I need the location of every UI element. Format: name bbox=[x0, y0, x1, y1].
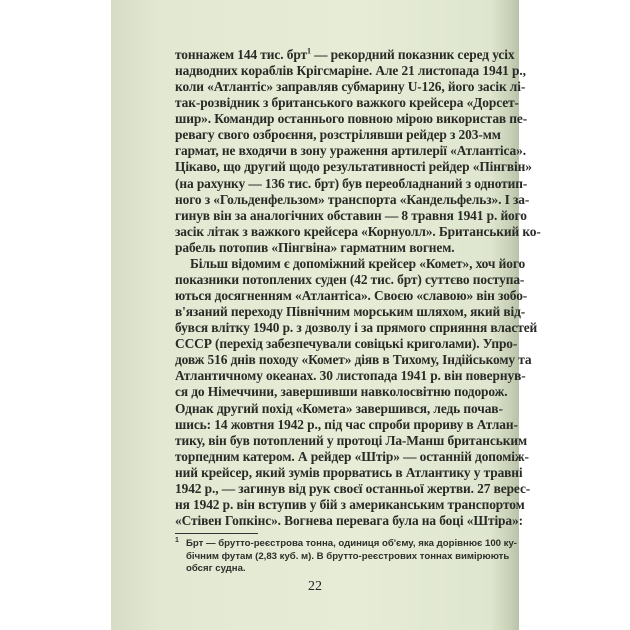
body-line: ся до Німеччини, завершивши навколосвітню подорож. bbox=[175, 384, 508, 400]
body-line: (на рахунку — 136 тис. брт) був переобладнаний з однотип- bbox=[175, 175, 528, 191]
footnote-line: Брт — брутто-реєстрова тонна, одиниця об'єму, яка дорівнює 100 ку- bbox=[186, 538, 517, 549]
body-line: рабель потопив «Пінгвіна» гарматним вогнем. bbox=[175, 239, 455, 255]
body-line-text: — рекордний показник серед усіх bbox=[310, 47, 515, 62]
footnote-mark: 1 bbox=[175, 537, 179, 544]
body-line: шись: 14 жовтня 1942 р., під час спроби прориву в Атлан- bbox=[175, 416, 518, 432]
body-line: СССР (перехід забезпечували совіцькі криголами). Упро- bbox=[175, 336, 518, 352]
body-line: 1942 р., — загинув від рук своєї останньої жертви. 27 верес- bbox=[175, 480, 531, 496]
body-line: ються досягненням «Атлантіса». Своєю «славою» він зобо- bbox=[175, 288, 528, 304]
footnote-divider bbox=[175, 533, 258, 534]
body-line: гармат, не входячи в зону ураження артилерії «Атлантіса». bbox=[175, 143, 526, 159]
body-line: в'язаний переходу Північним морським шляхом, який від- bbox=[175, 304, 526, 320]
body-line: ного з «Гольденфельзом» транспорта «Кандельфельз». І за- bbox=[175, 191, 530, 207]
body-line: торпедним катером. А рейдер «Штір» — останній допоміж- bbox=[175, 448, 529, 464]
footnote-line: обсяг судна. bbox=[186, 563, 246, 575]
body-line: гинув він за аналогічних обставин — 8 травня 1941 р. його bbox=[175, 207, 527, 223]
book-page bbox=[111, 0, 541, 630]
body-line: Цікаво, що другий щодо результативності рейдер «Пінгвін» bbox=[175, 159, 532, 175]
body-line: ний крейсер, який зумів прорватись в Атлантику у травні bbox=[175, 464, 523, 480]
body-line: бувся влітку 1940 р. з дозволу і за прямого сприяння властей bbox=[175, 320, 538, 336]
body-line: довж 516 днів походу «Комет» діяв в Тихому, Індійському та bbox=[175, 352, 532, 368]
body-line-text: тоннажем 144 тис. брт bbox=[175, 47, 307, 62]
body-line: ня 1942 р. він вступив у бій з американським транспортом bbox=[175, 496, 525, 512]
body-line: так-розвідник з британського важкого крейсера «Дорсет- bbox=[175, 95, 519, 111]
body-line: Більш відомим є допоміжний крейсер «Комет», хоч його bbox=[190, 255, 526, 271]
body-line: «Стівен Гопкінс». Вогнева перевага була на боці «Штіра»: bbox=[175, 513, 523, 529]
body-line: Однак другий похід «Комета» завершився, ледь почав- bbox=[175, 400, 503, 416]
footnote-ref: 1 bbox=[306, 46, 311, 56]
body-line bbox=[175, 46, 515, 63]
body-line: засік літак з важкого крейсера «Корнуолл». Британський ко- bbox=[175, 223, 541, 239]
body-line: коли «Атлантіс» заправляв субмарину U-126, його засік лі- bbox=[175, 79, 526, 95]
body-line: показники потоплених суден (42 тис. брт) суттєво поступа- bbox=[175, 271, 525, 287]
page-number: 22 bbox=[308, 579, 322, 594]
body-line: ревагу свого озброєння, розстрілявши рейдер з 203-мм bbox=[175, 127, 501, 143]
footnote-line: бічним футам (2,83 куб. м). В брутто-реєстрових тоннах вимірюють bbox=[186, 550, 510, 562]
body-line: Атлантичному океанах. 30 листопада 1941 р. він повернув- bbox=[175, 368, 526, 384]
body-line: тику, він був потоплений у протоці Ла-Манш британським bbox=[175, 432, 527, 448]
body-line: надводних кораблів Крігсмаріне. Але 21 листопада 1941 р., bbox=[175, 63, 526, 79]
body-line: шир». Командир останнього повною мірою використав пе- bbox=[175, 111, 528, 127]
